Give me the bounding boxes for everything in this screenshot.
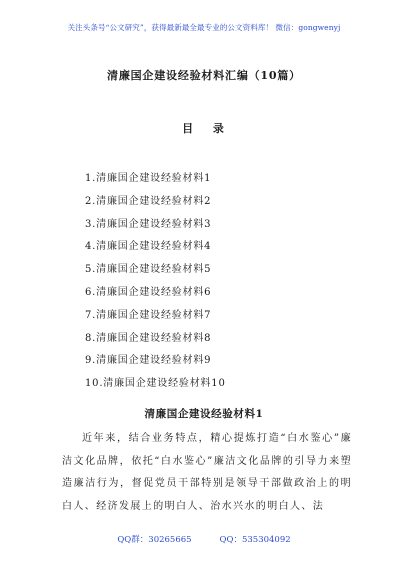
qq-group-text: QQ群：30265665 bbox=[117, 535, 192, 545]
toc-item[interactable]: 2.清廉国企建设经验材料2 bbox=[85, 195, 212, 207]
toc-item[interactable]: 10.清廉国企建设经验材料10 bbox=[85, 378, 226, 390]
toc-item[interactable]: 4.清廉国企建设经验材料4 bbox=[85, 241, 212, 253]
toc-item[interactable]: 1.清廉国企建设经验材料1 bbox=[85, 173, 212, 184]
toc-item[interactable]: 3.清廉国企建设经验材料3 bbox=[85, 218, 212, 230]
section-title: 清廉国企建设经验材料1 bbox=[144, 408, 264, 420]
body-paragraph: 近年来，结合业务特点，精心提炼打造“白水鉴心”廉洁文化品牌，依托“白水鉴心”廉洁文化品牌的引导力来塑造廉洁行为，督促党员干部特别是领导干部做政治上的明白人、经济发展上的明白人、治水兴水的明白人、法 bbox=[62, 433, 352, 512]
toc-heading: 目 录 bbox=[182, 122, 232, 135]
footer-contact bbox=[0, 533, 408, 545]
qq-text: QQ：535304092 bbox=[219, 535, 291, 545]
toc-item[interactable]: 6.清廉国企建设经验材料6 bbox=[85, 286, 212, 298]
document-title: 清廉国企建设经验材料汇编（10篇） bbox=[107, 69, 301, 82]
table-of-contents bbox=[85, 168, 226, 396]
toc-item[interactable]: 7.清廉国企建设经验材料7 bbox=[85, 309, 212, 321]
toc-item[interactable]: 5.清廉国企建设经验材料5 bbox=[85, 264, 212, 276]
promo-banner: 关注头条号“公文研究”，获得最新最全最专业的公文资料库！ 微信：gongwenyj bbox=[67, 23, 341, 32]
toc-item[interactable]: 8.清廉国企建设经验材料8 bbox=[85, 332, 212, 344]
toc-item[interactable]: 9.清廉国企建设经验材料9 bbox=[85, 355, 212, 367]
